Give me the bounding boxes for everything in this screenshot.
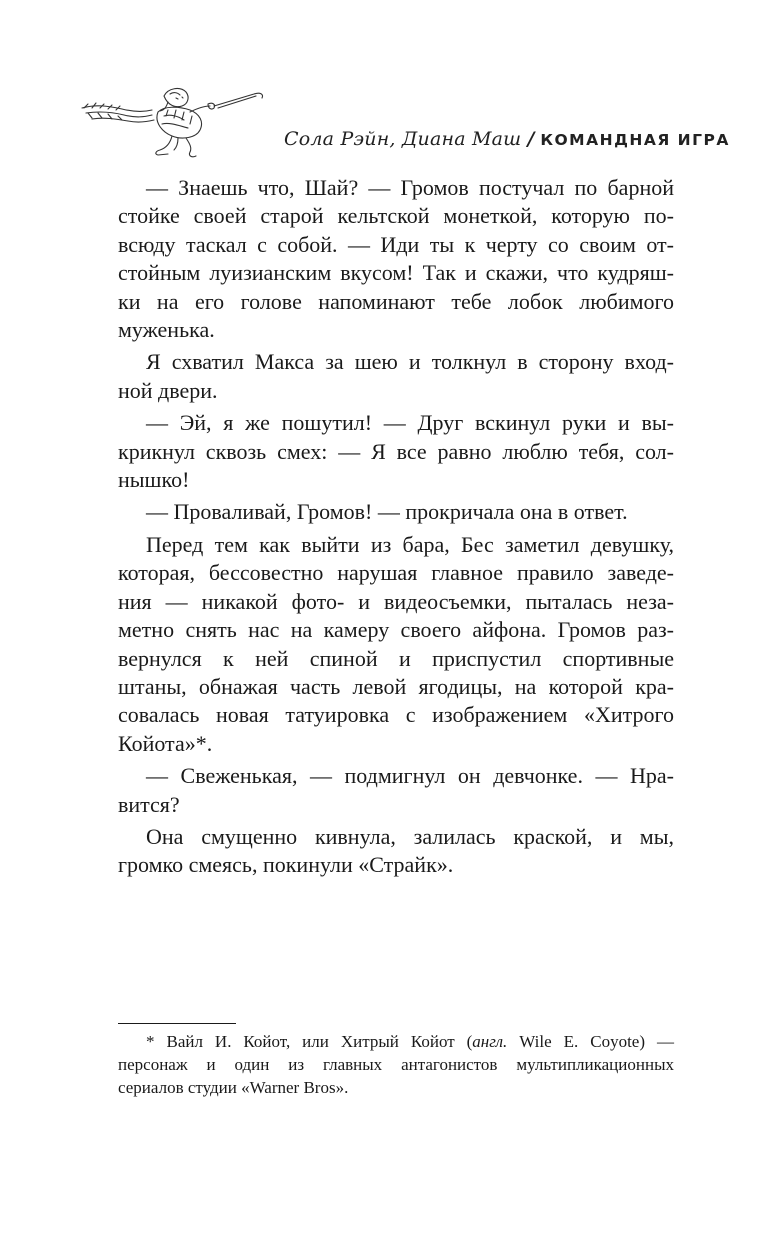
- text-line: — Проваливай, Громов! — прокричала она в ответ.: [146, 499, 628, 525]
- text-line: совалась новая татуировка с изображением «Хитрого: [118, 702, 674, 728]
- footnote-abbreviation: англ.: [472, 1032, 508, 1051]
- text-line: Койота»*.: [118, 730, 213, 756]
- paragraph: [118, 498, 674, 526]
- footnote-line: персонаж и один из главных антагонистов мультипликационных: [118, 1055, 674, 1074]
- text-line: — Свеженькая, — подмигнул он девчонке. — Нра-: [146, 763, 674, 789]
- text-line: вится?: [118, 791, 180, 817]
- text-line: — Знаешь что, Шай? — Громов постучал по барной: [146, 175, 674, 200]
- running-header: [78, 82, 730, 162]
- text-line: Перед тем как выйти из бара, Бес заметил девушку,: [146, 531, 674, 557]
- footnote-divider: [118, 1023, 236, 1024]
- paragraph: [118, 174, 674, 344]
- paragraph: [118, 762, 674, 819]
- text-line: ной двери.: [118, 377, 218, 403]
- footnote-line: [118, 1030, 674, 1053]
- header-book-title: КОМАНДНАЯ ИГРА: [540, 131, 730, 149]
- footnote-text: * Вайл И. Койот, или Хитрый Койот (: [146, 1032, 473, 1051]
- paragraph: [118, 531, 674, 758]
- text-line: крикнул сквозь смех: — Я все равно люблю тебя, сол-: [118, 438, 674, 464]
- paragraph: [118, 409, 674, 494]
- text-line: муженька.: [118, 317, 215, 343]
- text-line: которая, бессовестно нарушая главное правило заведе-: [118, 560, 674, 586]
- paragraph: [118, 823, 674, 880]
- footnote-line: сериалов студии «Warner Bros».: [118, 1078, 349, 1097]
- paragraph: [118, 348, 674, 405]
- body-text: [118, 174, 674, 884]
- footnote: [118, 1030, 674, 1099]
- footnote-text: Wile E. Coyote) —: [507, 1032, 674, 1051]
- text-line: метно снять нас на камеру своего айфона. Громов раз-: [118, 617, 674, 643]
- header-authors: Сола Рэйн, Диана Маш: [284, 128, 522, 150]
- flying-man-illustration: [78, 82, 278, 160]
- text-line: Я схватил Макса за шею и толкнул в сторону вход-: [146, 349, 674, 375]
- text-line: штаны, обнажая часть левой ягодицы, на которой кра-: [118, 673, 674, 699]
- header-separator: /: [527, 128, 535, 150]
- text-line: нышко!: [118, 467, 190, 493]
- text-line: громко смеясь, покинули «Страйк».: [118, 852, 454, 878]
- text-line: стойке своей старой кельтской монеткой, которую по-: [118, 203, 674, 229]
- text-line: ния — никакой фото- и видеосъемки, пыталась неза-: [118, 588, 674, 614]
- text-line: вернулся к ней спиной и приспустил спортивные: [118, 645, 674, 671]
- text-line: ки на его голове напоминают тебе лобок любимого: [118, 288, 674, 314]
- text-line: стойным луизианским вкусом! Так и скажи, что кудряш-: [118, 260, 674, 286]
- text-line: Она смущенно кивнула, залилась краской, и мы,: [146, 823, 674, 849]
- text-line: всюду таскал с собой. — Иди ты к черту со своим от-: [118, 231, 674, 257]
- header-text: [284, 128, 730, 150]
- text-line: — Эй, я же пошутил! — Друг вскинул руки и вы-: [146, 410, 674, 436]
